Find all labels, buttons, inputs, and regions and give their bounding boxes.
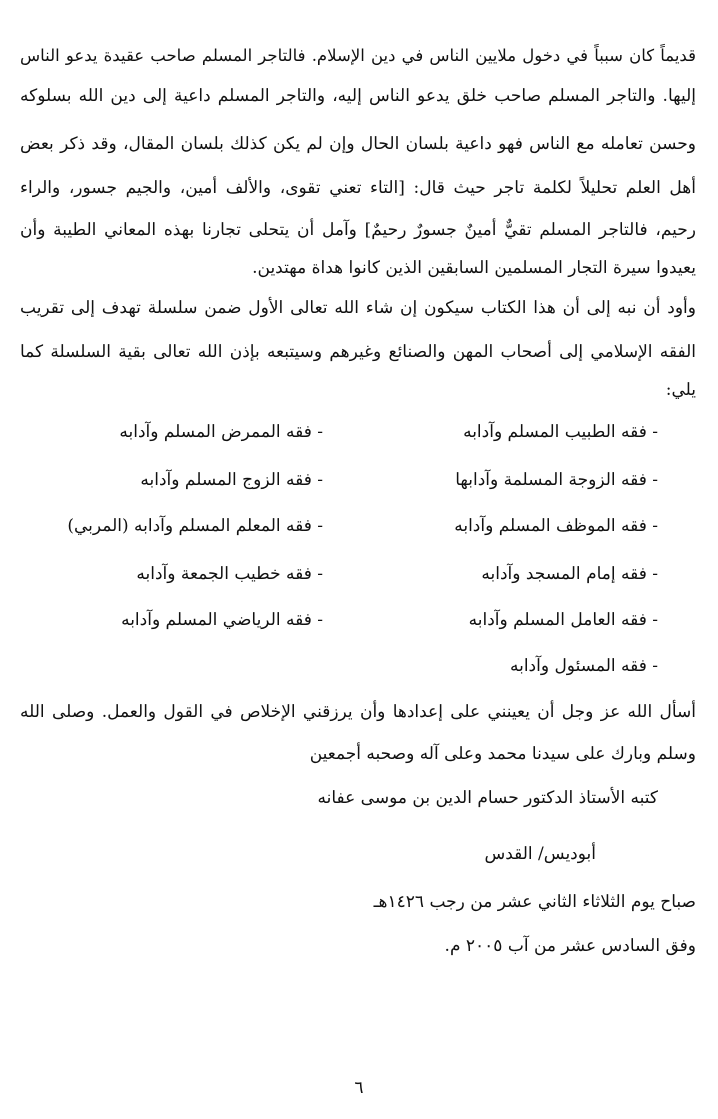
series-item: - فقه العامل المسلم وآدابه — [468, 610, 658, 630]
intro-line-6: يعيدوا سيرة التجار المسلمين السابقين الذين كانوا هداة مهتدين. — [252, 258, 696, 278]
date-gregorian: وفق السادس عشر من آب ٢٠٠٥ م. — [444, 936, 696, 956]
series-item: - فقه الطبيب المسلم وآدابه — [463, 422, 658, 442]
series-item: - فقه المسئول وآدابه — [509, 656, 658, 676]
location: أبوديس/ القدس — [484, 844, 596, 864]
series-item: - فقه الزوجة المسلمة وآدابها — [455, 470, 658, 490]
series-item: - فقه المعلم المسلم وآدابه (المربي) — [67, 516, 323, 536]
series-item: - فقه خطيب الجمعة وآدابه — [136, 564, 323, 584]
date-hijri: صباح يوم الثلاثاء الثاني عشر من رجب ١٤٢٦هـ — [373, 892, 696, 912]
series-line-2: الفقه الإسلامي إلى أصحاب المهن والصنائع وغيرهم وسيتبعه بإذن الله تعالى بقية السلسلة كما — [20, 342, 696, 362]
intro-line-5: رحيم، فالتاجر المسلم تقيٌّ أمينٌ جسورٌ رحيمٌ] وآمل أن يتحلى تجارنا بهذه المعاني الطيبة وأن — [20, 220, 696, 240]
series-item: - فقه الزوج المسلم وآدابه — [140, 470, 323, 490]
page-number: ٦ — [354, 1078, 364, 1098]
series-line-3: يلي: — [665, 380, 696, 400]
prayer-line-2: وسلم وبارك على سيدنا محمد وعلى آله وصحبه أجمعين — [309, 744, 696, 764]
signature: كتبه الأستاذ الدكتور حسام الدين بن موسى عفانه — [317, 788, 658, 808]
intro-line-2: إليها. والتاجر المسلم صاحب خلق يدعو الناس إليه، والتاجر المسلم داعية إلى دين الله بسلوكه — [20, 86, 696, 106]
intro-line-3: وحسن تعامله مع الناس فهو داعية بلسان الحال وإن لم يكن كذلك بلسان المقال، وقد ذكر بعض — [20, 134, 696, 154]
intro-line-1: قديماً كان سبباً في دخول ملايين الناس في دين الإسلام. فالتاجر المسلم صاحب عقيدة يدعو الناس — [20, 46, 696, 65]
series-item: - فقه إمام المسجد وآدابه — [481, 564, 658, 584]
prayer-line-1: أسأل الله عز وجل أن يعينني على إعدادها وأن يرزقني الإخلاص في القول والعمل. وصلى الله — [20, 702, 696, 722]
series-item: - فقه الرياضي المسلم وآدابه — [121, 610, 323, 630]
series-item: - فقه الموظف المسلم وآدابه — [454, 516, 658, 536]
series-line-1: وأود أن نبه إلى أن هذا الكتاب سيكون إن شاء الله تعالى الأول ضمن سلسلة تهدف إلى تقريب — [20, 298, 696, 318]
series-item: - فقه الممرض المسلم وآدابه — [119, 422, 323, 442]
intro-line-4: أهل العلم تحليلاً لكلمة تاجر حيث قال: [التاء تعني تقوى، والألف أمين، والجيم جسور، والراء — [20, 178, 696, 198]
